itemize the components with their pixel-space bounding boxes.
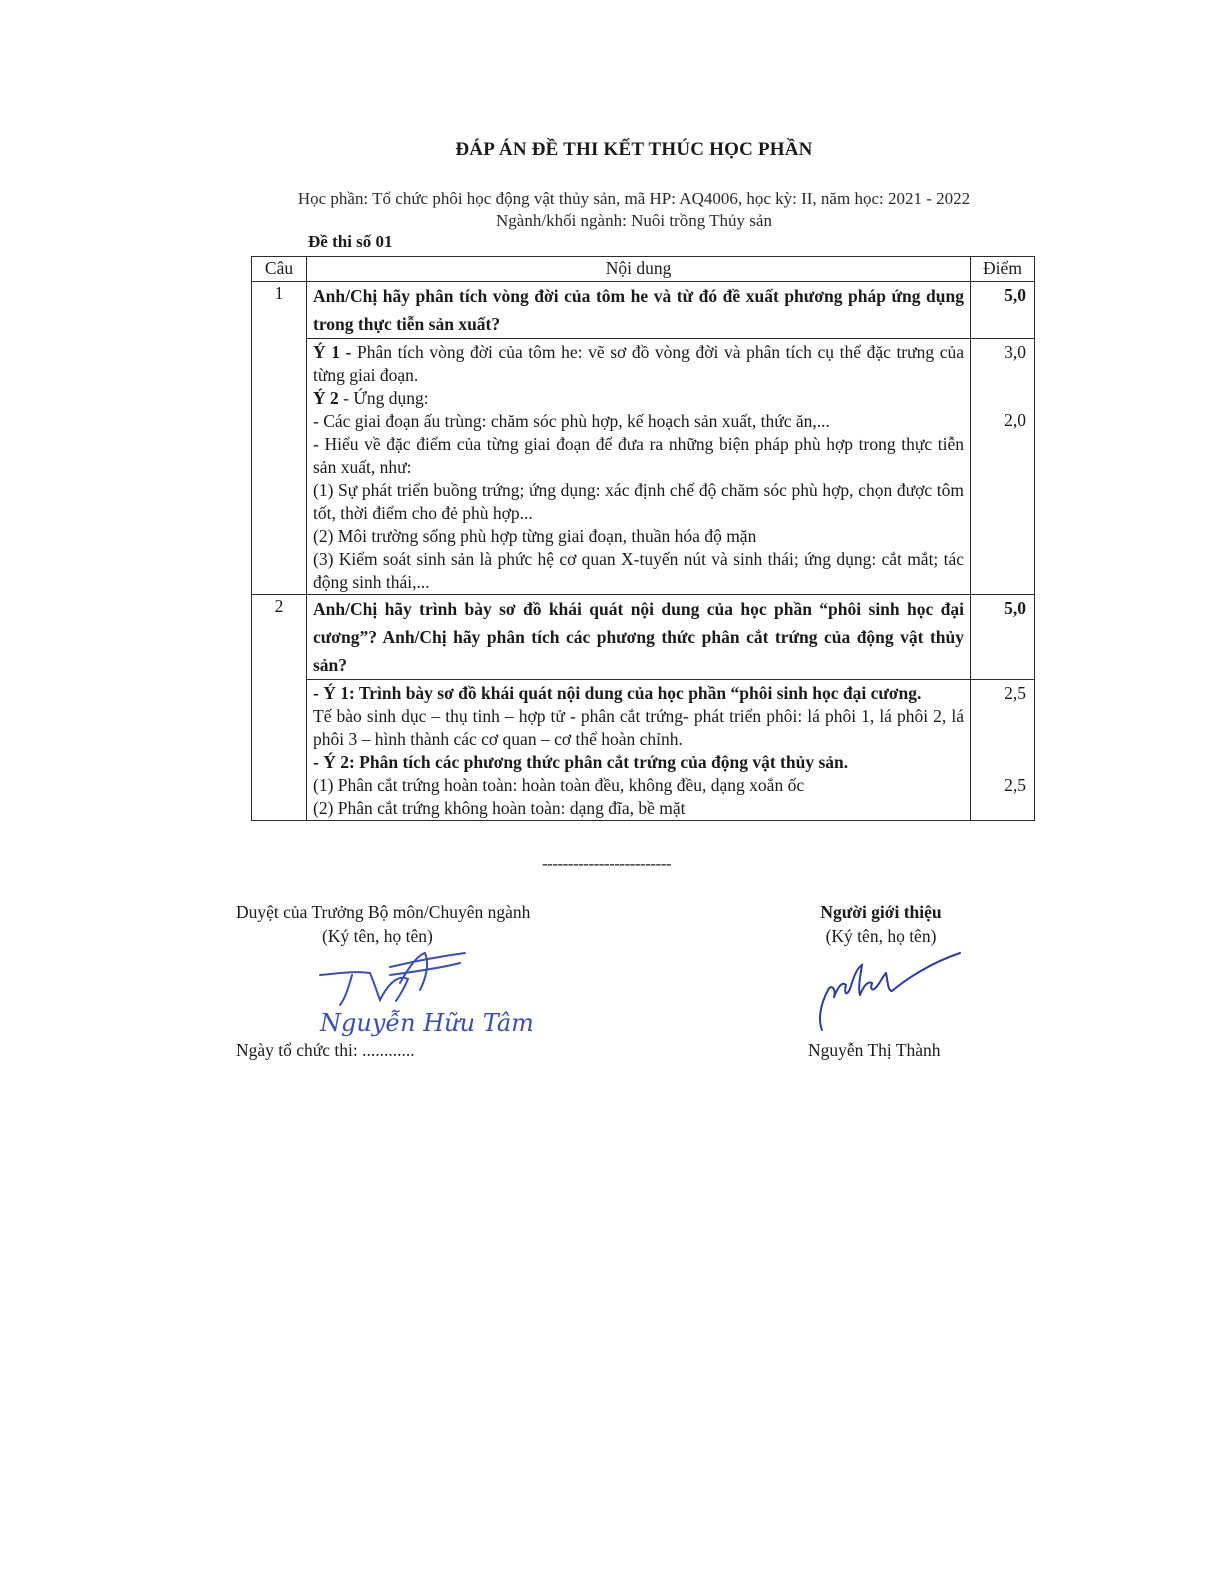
header-content: Nội dung [307, 257, 971, 282]
answer-line: - Các giai đoạn ấu trùng: chăm sóc phù hợp, kế hoạch sản xuất, thức ăn,... [313, 411, 830, 431]
document-title: ĐÁP ÁN ĐỀ THI KẾT THÚC HỌC PHẦN [455, 139, 813, 160]
signature-ink [820, 953, 960, 1030]
right-signature-title: Người giới thiệu [820, 902, 942, 922]
answer-scores [971, 339, 1035, 595]
answer-content [307, 339, 971, 595]
header-no: Câu [252, 257, 307, 282]
table-header-row [252, 257, 1035, 282]
score-y2: 2,5 [1004, 775, 1026, 795]
major-line: Ngành/khối ngành: Nuôi trồng Thủy sản [496, 211, 772, 230]
answer-line: Tế bào sinh dục – thụ tinh – hợp tử - phân cắt trứng- phát triển phôi: lá phôi 1, lá phôi 2, lá phôi 3 – hình thành các cơ quan – cơ thể hoàn chỉnh. [313, 706, 964, 749]
answer-line: Ý 1 - Phân tích vòng đời của tôm he: vẽ sơ đồ vòng đời và phân tích cụ thể đặc trưng của từng giai đoạn. [313, 342, 964, 385]
table-row [252, 595, 1035, 680]
right-signature-note: (Ký tên, họ tên) [825, 926, 937, 946]
answer-line: (3) Kiểm soát sinh sản là phức hệ cơ quan X-tuyến nút và sinh thái; ứng dụng: cắt mắt; tác động sinh thái,... [313, 549, 964, 592]
question-score: 5,0 [971, 282, 1035, 339]
answer-line: - Ý 2: Phân tích các phương thức phân cắt trứng của động vật thủy sản. [313, 752, 849, 772]
table-row [252, 282, 1035, 339]
answer-content [307, 680, 971, 821]
answer-line: (2) Phân cắt trứng không hoàn toàn: dạng đĩa, bề mặt [313, 798, 686, 818]
score-y1: 3,0 [1004, 342, 1026, 362]
exam-number: Đề thi số 01 [308, 232, 393, 251]
answer-table [251, 256, 1035, 821]
left-signature-title: Duyệt của Trưởng Bộ môn/Chuyên ngành [236, 902, 531, 922]
left-signature-note: (Ký tên, họ tên) [322, 926, 433, 946]
left-signature-image [300, 945, 570, 1040]
right-signature-image [810, 945, 970, 1040]
answer-line: (1) Sự phát triển buồng trứng; ứng dụng: xác định chế độ chăm sóc phù hợp, chọn được tôm tốt, thời điểm cho đẻ phù hợp... [313, 480, 964, 523]
answer-line: (2) Môi trường sống phù hợp từng giai đoạn, thuần hóa độ mặn [313, 526, 757, 546]
answer-scores [971, 680, 1035, 821]
left-signature-handwritten-name: Nguyễn Hữu Tâm [320, 1009, 534, 1037]
signature-ink [320, 953, 465, 1005]
table-row [252, 680, 1035, 821]
header-score: Điểm [971, 257, 1035, 282]
document-subtitle [0, 188, 1225, 232]
right-signer-name: Nguyễn Thị Thành [808, 1040, 941, 1060]
answer-line: - Ý 1: Trình bày sơ đồ khái quát nội dung của học phần “phôi sinh học đại cương. [313, 683, 922, 703]
question-number: 2 [252, 595, 307, 821]
course-line: Học phần: Tổ chức phôi học động vật thủy sản, mã HP: AQ4006, học kỳ: II, năm học: 2021 - 2022 [297, 189, 971, 208]
score-y1: 2,5 [1004, 683, 1026, 703]
left-signature-block [236, 900, 530, 948]
table-row [252, 339, 1035, 595]
exam-date-line: Ngày tổ chức thi: ............ [236, 1040, 415, 1060]
question-score: 5,0 [971, 595, 1035, 680]
answer-line: - Hiểu về đặc điểm của từng giai đoạn để đưa ra những biện pháp phù hợp trong thực tiễn sản xuất, như: [313, 434, 964, 477]
right-signature-block [808, 900, 954, 948]
answer-line: (1) Phân cắt trứng hoàn toàn: hoàn toàn đều, không đều, dạng xoắn ốc [313, 775, 805, 795]
question-text: Anh/Chị hãy trình bày sơ đồ khái quát nội dung của học phần “phôi sinh học đại cương”? Anh/Chị hãy phân tích các phương thức phân cắt trứng của động vật thủy sản? [307, 595, 971, 680]
answer-line: Ý 2 - Ứng dụng: [313, 388, 429, 408]
score-y2: 2,0 [1004, 410, 1026, 430]
question-text: Anh/Chị hãy phân tích vòng đời của tôm he và từ đó đề xuất phương pháp ứng dụng trong thực tiễn sản xuất? [307, 282, 971, 339]
question-number: 1 [252, 282, 307, 595]
divider-line: ------------------------- [542, 854, 672, 873]
